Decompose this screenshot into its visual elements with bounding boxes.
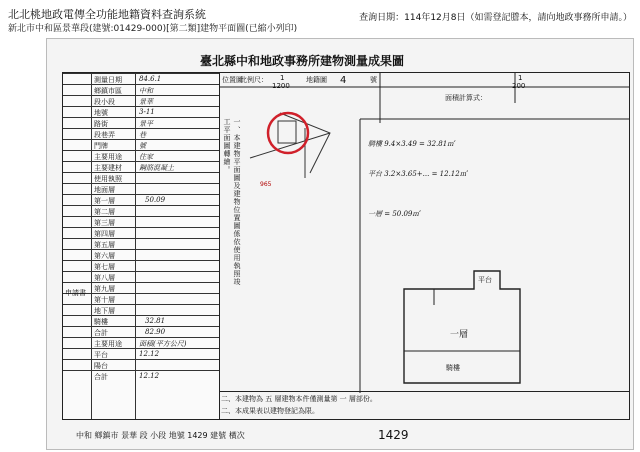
table-row — [63, 161, 219, 162]
table-row — [63, 150, 219, 151]
floor-label: 第三層 — [94, 219, 115, 227]
table-row — [63, 337, 219, 338]
row-value: 12.12 — [139, 372, 160, 380]
floor-label: 騎樓 — [94, 318, 108, 326]
table-row — [63, 370, 219, 371]
table-row — [63, 106, 219, 107]
row-value: 12.12 — [139, 350, 160, 358]
row-label: 鄉鎮市區 — [94, 87, 122, 95]
note-2-vertical: 一、本建物平面圖及建物位置圖係依使用執照竣工平面圖轉繪。 — [223, 118, 241, 286]
row-value: 3-11 — [139, 108, 155, 116]
row-value: 84.6.1 — [139, 75, 162, 83]
row-value: 鋼筋混凝土 — [139, 164, 174, 172]
floor-label: 第十層 — [94, 296, 115, 304]
table-row — [63, 359, 219, 360]
floor-label: 第二層 — [94, 208, 115, 216]
floor-label: 第七層 — [94, 263, 115, 271]
note-3: 二、本成果表以建物登記為限。 — [221, 407, 319, 415]
row-label: 主要用途 — [94, 340, 122, 348]
floor-label: 第四層 — [94, 230, 115, 238]
table-row — [63, 348, 219, 349]
area-calc-label: 面積計算式： — [445, 94, 487, 102]
floor-value: 50.09 — [145, 196, 166, 204]
floor-label: 第五層 — [94, 241, 115, 249]
bottom-label: 中和 鄉鎮市 景華 段 小段 地號 1429 建號 橫次 — [76, 431, 245, 440]
ratio-top: 1 — [280, 74, 285, 82]
floor-value: 82.90 — [145, 328, 166, 336]
ratio-label: 比例尺： — [240, 76, 268, 84]
plan-drawing — [220, 73, 630, 393]
row-value: 巷 — [139, 131, 146, 139]
table-row — [63, 172, 219, 173]
row-label: 段巷弄 — [94, 131, 115, 139]
table-row — [63, 95, 219, 96]
landno-label: 地籍圖 — [306, 76, 327, 84]
row-label: 主要用途 — [94, 153, 122, 161]
floor-row — [63, 249, 219, 250]
row-label: 陽台 — [94, 362, 108, 370]
floor-label: 合計 — [94, 329, 108, 337]
red-highlight-circle — [268, 113, 308, 153]
floor-row — [63, 205, 219, 206]
row-label: 測量日期 — [94, 76, 122, 84]
floor-row — [63, 282, 219, 283]
floor-row — [63, 216, 219, 217]
platform-label: 平台 — [478, 276, 492, 284]
floor-label: 第九層 — [94, 285, 115, 293]
arcade-label: 騎樓 — [446, 364, 460, 372]
floor-row — [63, 194, 219, 195]
table-row — [63, 84, 219, 85]
row-label: 平台 — [94, 351, 108, 359]
calc-line-3: 一層 = 50.09㎡ — [368, 210, 420, 218]
location-sketch — [250, 113, 330, 178]
floor-plan-area — [220, 72, 630, 392]
floor-label: 第六層 — [94, 252, 115, 260]
location-label: 位置圖 — [222, 76, 243, 84]
row-label: 使用執照 — [94, 175, 122, 183]
floor-row — [63, 293, 219, 294]
row-label: 地號 — [94, 109, 108, 117]
table-row — [63, 128, 219, 129]
bottom-number: 1429 — [378, 428, 409, 442]
row-label: 合計 — [94, 373, 108, 381]
plan-ratio-top: 1 — [518, 74, 523, 82]
row-label: 門牌 — [94, 142, 108, 150]
plan-ratio-bottom: 200 — [512, 82, 526, 90]
document-title: 臺北縣中和地政事務所建物測量成果圖 — [200, 54, 405, 68]
row-label: 段小段 — [94, 98, 115, 106]
floor-row — [63, 271, 219, 272]
attribute-table — [62, 72, 220, 420]
floor-row — [63, 304, 219, 305]
table-row — [63, 139, 219, 140]
floor-row — [63, 315, 219, 316]
row-label: 主要建材 — [94, 164, 122, 172]
floor-row — [63, 227, 219, 228]
table-row — [63, 117, 219, 118]
floor-label: 地面層 — [94, 186, 115, 194]
row-label: 路街 — [94, 120, 108, 128]
number-label: 號 — [370, 76, 377, 84]
table-row — [63, 73, 219, 74]
notes-footer — [62, 392, 630, 420]
calc-line-1: 騎樓 9.4×3.49 = 32.81㎡ — [368, 140, 455, 148]
floor-label: 第一層 — [94, 197, 115, 205]
note-1: 二、本建物為 五 層建物本件僅測量第 一 層部份。 — [221, 395, 377, 403]
query-date: 查詢日期：114年12月8日（如需登記謄本，請向地政事務所申請。） — [359, 13, 632, 23]
floor-label: 地下層 — [94, 307, 115, 315]
row-value: 面積(平方公尺) — [139, 340, 187, 348]
landno-value: 4 — [340, 75, 347, 86]
ratio-bottom: 1200 — [272, 82, 290, 90]
floor-row — [63, 326, 219, 327]
floor-label: 第八層 — [94, 274, 115, 282]
applicant-label: 申請書 — [65, 289, 86, 297]
row-value: 中和 — [139, 87, 153, 95]
floor-row — [63, 238, 219, 239]
document-subtitle: 新北市中和區景華段(建號:01429-000)[第二類]建物平面圖(已縮小列印) — [8, 24, 298, 34]
floor-row — [63, 183, 219, 184]
row-value: 景平 — [139, 120, 153, 128]
calc-line-2: 平台 3.2×3.65+... = 12.12㎡ — [368, 170, 467, 178]
page-header — [0, 0, 640, 36]
row-value: 住家 — [139, 153, 153, 161]
floor-label: 一層 — [450, 330, 469, 340]
row-value: 號 — [139, 142, 146, 150]
side-value: 965 — [260, 181, 272, 188]
system-title: 北北桃地政電傳全功能地籍資料查詢系統 — [8, 8, 206, 21]
bottom-strip — [46, 422, 634, 448]
floor-value: 32.81 — [145, 317, 166, 325]
row-value: 景華 — [139, 98, 153, 106]
floor-row — [63, 260, 219, 261]
